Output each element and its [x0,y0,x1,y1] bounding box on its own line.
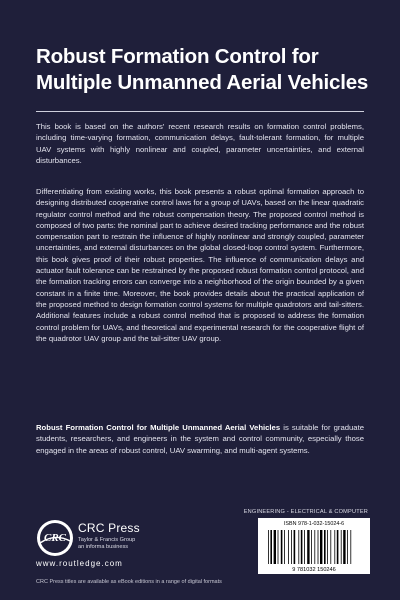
book-title-inline: Robust Formation Control for Multiple Unmanned Aerial Vehicles [36,423,281,432]
publisher-group: Taylor & Francis Group [78,537,136,543]
subject-category: ENGINEERING - ELECTRICAL & COMPUTER [243,509,368,515]
barcode-bar [291,530,292,564]
barcode-bar [281,530,283,564]
barcode-bar [274,530,276,564]
book-title-line-2: Multiple Unmanned Aerial Vehicles [36,71,369,94]
barcode-bar [294,530,296,564]
barcode-bar [341,530,342,564]
barcode-bar [334,530,335,564]
barcode-bar [270,530,272,564]
book-title-line-1: Robust Formation Control for [36,45,319,68]
publisher-business: an informa business [78,544,129,550]
barcode-bar [268,530,269,564]
barcode-bar [298,530,299,564]
publisher-url[interactable]: www.routledge.com [36,559,123,568]
barcode-bar [324,530,326,564]
isbn-label: ISBN 978-1-032-15024-6 [283,521,345,527]
title-divider [36,111,364,112]
barcode-bar [327,530,328,564]
isbn-digits: 9 781032 150246 [292,567,336,572]
barcode-bar [320,530,322,564]
barcode-bar [278,530,279,564]
barcode-bar [330,530,331,564]
audience-text: is suitable for graduate students, researchers, and engineers in the system and control community, especially those engaged in the areas of robust control, UAV swarming, and multi-agent systems. [36,423,364,455]
description-paragraph-1: This book is based on the authors' recent research results on formation control problems, including time-varying formation, communication delays, fault-tolerant formation, for multiple UAV systems with highly nonlinear and coupled, parameter uncertainties, and external disturbances. [36,122,364,165]
barcode-bar [307,530,309,564]
barcode-bar [284,530,285,564]
barcode-bar [288,530,289,564]
barcode-image [264,530,364,572]
barcode-bar [337,530,339,564]
book-title [36,44,376,96]
barcode-bar [343,530,345,564]
description-paragraph-3 [36,422,364,456]
ebook-note: CRC Press titles are available as eBook editions in a range of digital formats [36,579,222,585]
crc-logo-text: CRC [43,532,67,544]
barcode-bar [347,530,348,564]
publisher-name: CRC Press [78,521,140,535]
isbn-barcode-panel [258,518,370,574]
barcode-bar [350,530,351,564]
barcode-bar [301,530,303,564]
barcode-bar [311,530,312,564]
barcode-bar [318,530,319,564]
description-paragraph-2: Differentiating from existing works, this book presents a robust optimal formation approach to designing distributed cooperative control laws for a group of UAVs, based on the linear quadratic regulator control method and the robust compensation theory. The proposed control method is composed of two parts: the nominal part to achieve desired tracking performance and the robust compensation part to restrain the influence of highly nonlinear and strongly coupled, parameter uncertainties, and external disturbances on the global closed-loop control system. Furthermore, this book gives proof of their robust properties. The influence of communication delays and actuator fault tolerance can be restrained by the proposed robust formation control protocol, and the formation tracking errors can converge into a neighborhood of the origin bounded by a given constant in a finite time. Moreover, the book provides details about the practical application of the proposed method to design formation control systems for multiple quadrotors and tail-sitters. Additional features include a robust control method that is proposed to address the formation control problem for UAVs, and theoretical and experimental research for the cooperative flight of the quadrotor UAV group and the tail-sitter UAV group. [36,187,364,343]
barcode-bar [304,530,305,564]
crc-press-logo-icon [36,519,74,557]
barcode-bars [268,530,351,564]
barcode-bar [314,530,315,564]
publisher-logo [36,519,216,567]
